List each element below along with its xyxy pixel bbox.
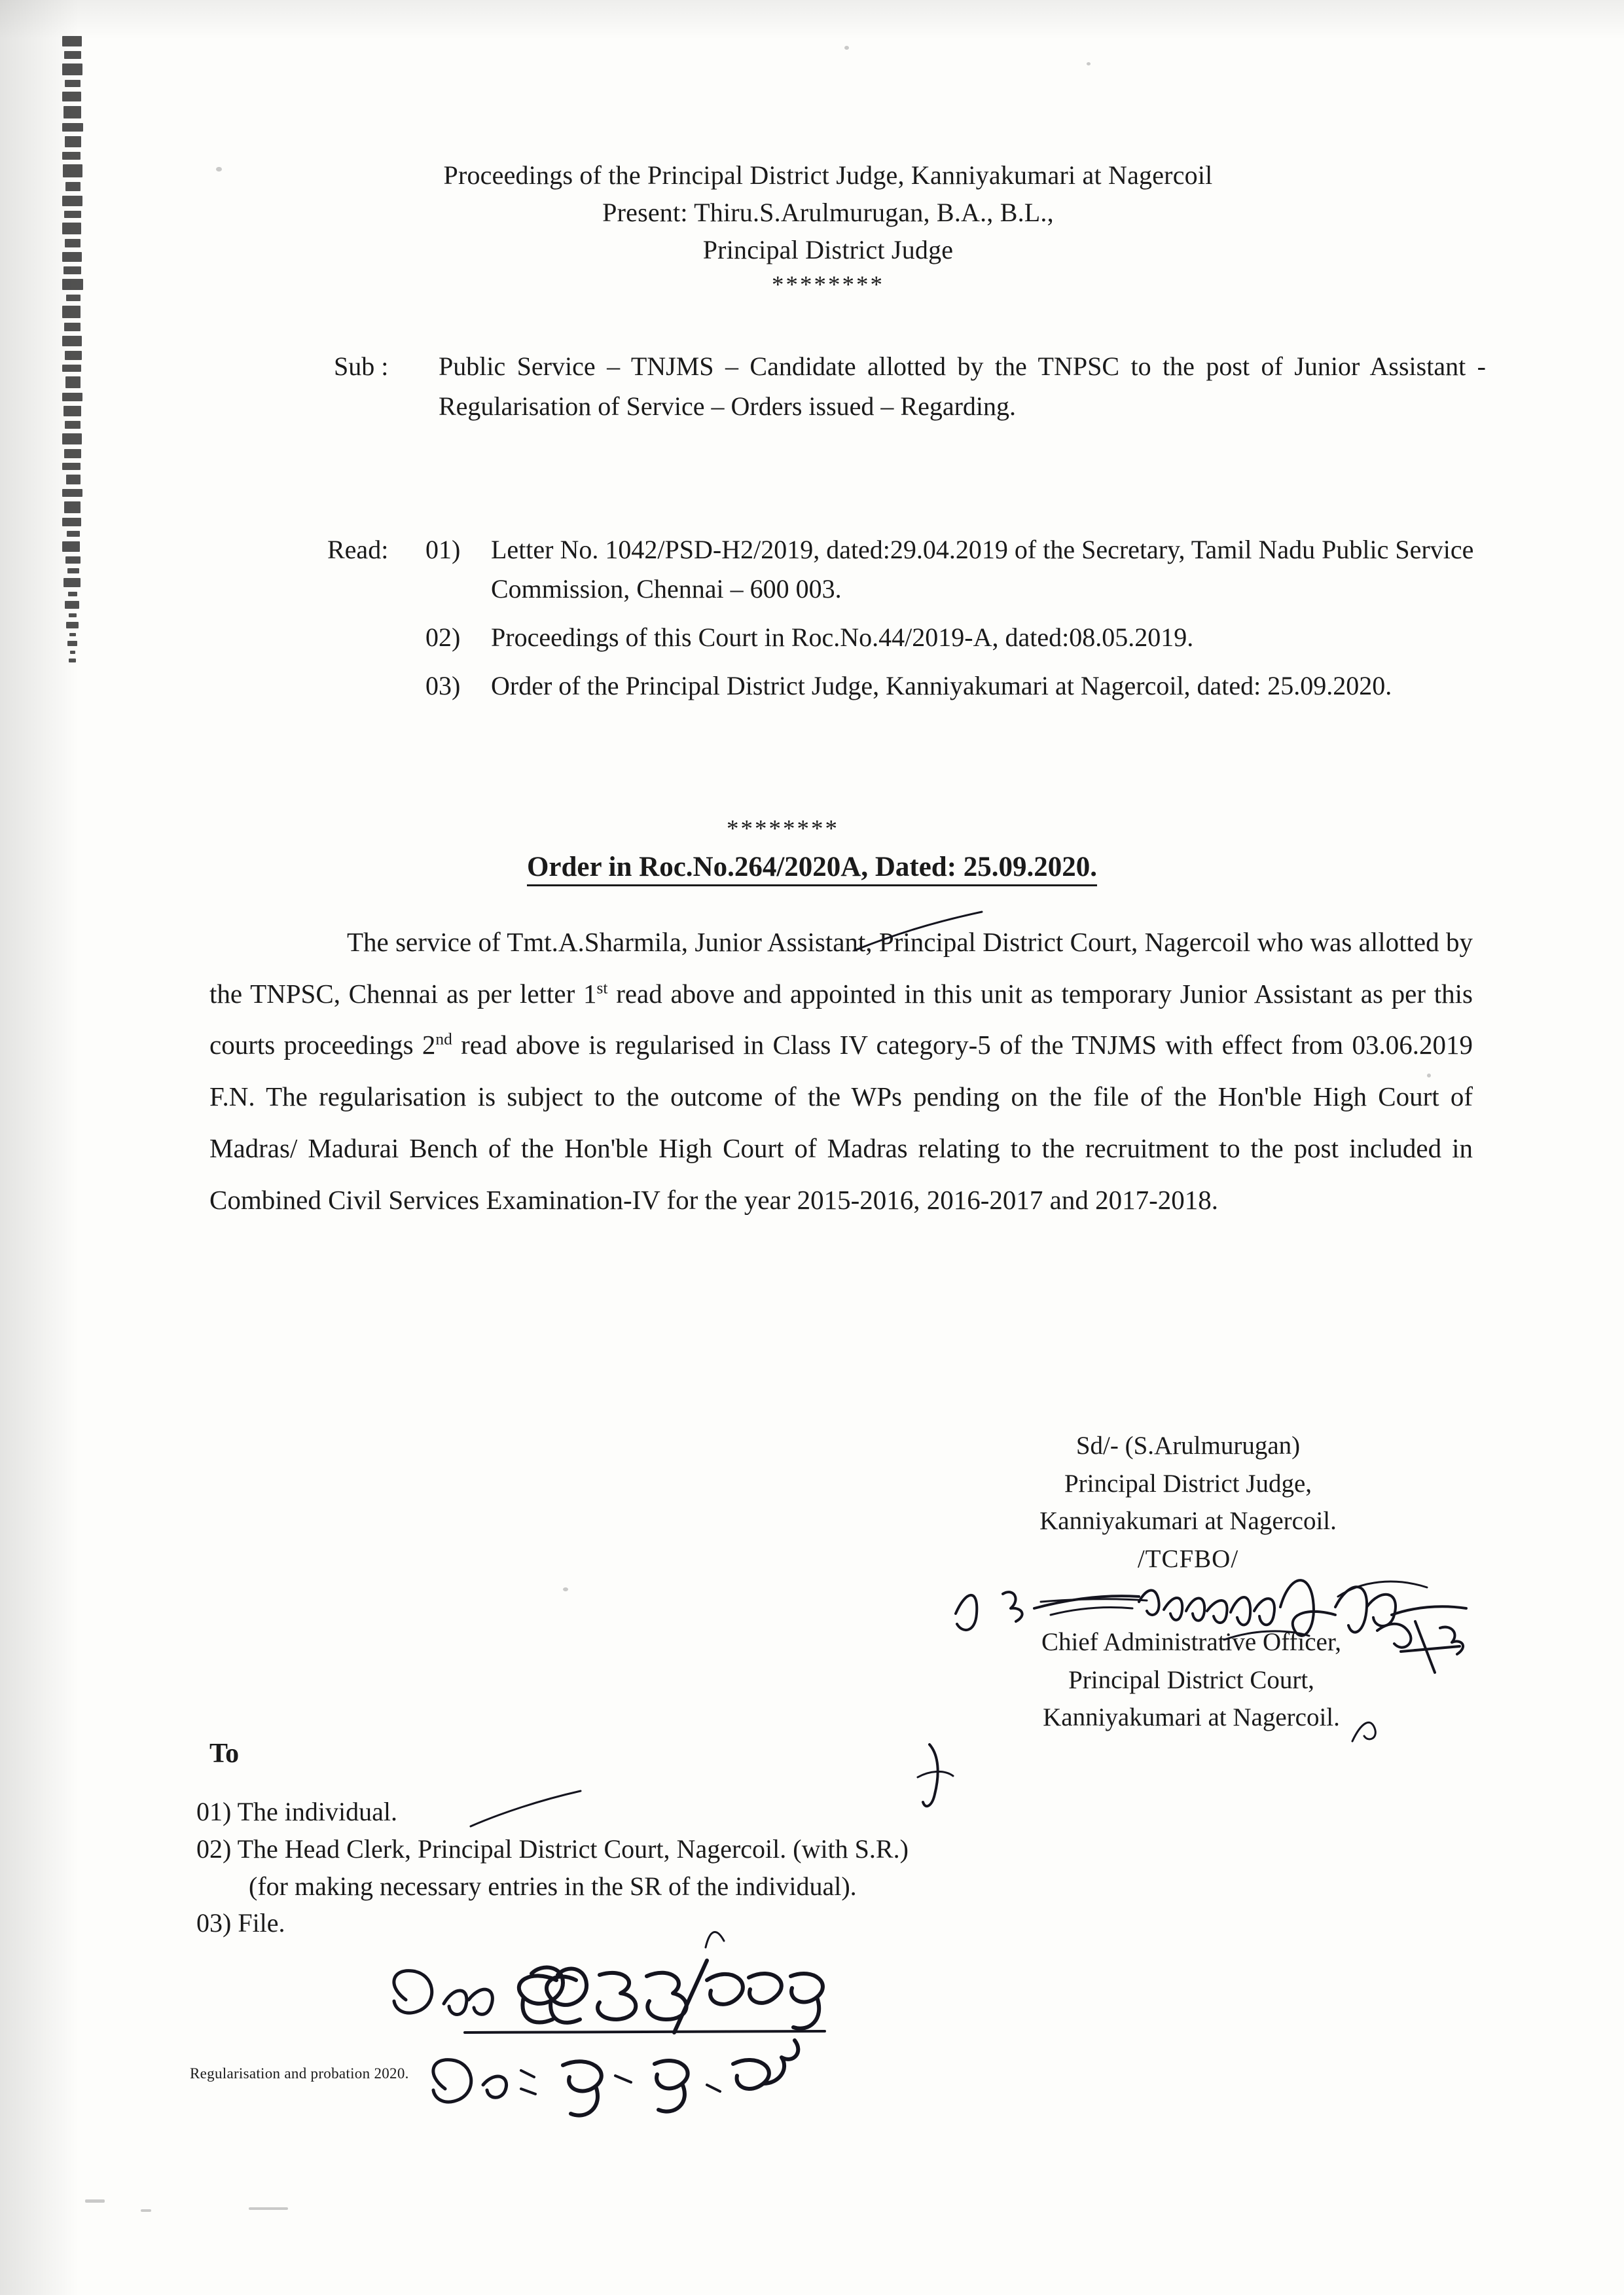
footer-reference-note: Regularisation and probation 2020. [190,2065,409,2082]
signature-place: Kanniyakumari at Nagercoil. [1039,1507,1337,1536]
section-separator: ******** [727,816,839,842]
cao-place: Kanniyakumari at Nagercoil. [1043,1703,1340,1732]
read-label: Read: [327,535,389,564]
signature-tcfbo: /TCFBO/ [1137,1545,1239,1574]
body-superscript-2: nd [435,1030,452,1049]
to-item: 02) The Head Clerk, Principal District Court, Nagercoil. (with S.R.) [196,1834,909,1864]
read-item [425,666,1499,706]
read-item [425,618,1499,657]
read-item-text: Proceedings of this Court in Roc.No.44/2019-A, dated:08.05.2019. [491,623,1194,652]
scan-speck [844,46,849,50]
read-block [327,530,1499,715]
body-part-3: read above is regularised in Class IV category-5 of the TNJMS with effect from 03.06.2019 F.N. The regularisation is subject to the outcome of the WPs pending on the file of the Hon'ble High Court of Madras/ Madurai Bench of the Hon'ble High Court of Madras relating to the recruitment to the post included in Combined Civil Services Examination-IV for the year 2015-2016, 2016-2017 and 2017-2018. [209,1030,1473,1215]
signature-designation: Principal District Judge, [1064,1469,1312,1498]
header-line-present: Present: Thiru.S.Arulmurugan, B.A., B.L., [602,197,1054,227]
header-line-proceedings: Proceedings of the Principal District Judge, Kanniyakumari at Nagercoil [443,160,1213,190]
body-part-2: read above and appointed in this unit as temporary Junior Assistant as per this courts proceedings 2 [209,978,1473,1060]
signature-sd-line: Sd/- (S.Arulmurugan) [1075,1432,1301,1460]
signature-block-cao [897,1623,1486,1737]
body-part-1: The service of Tmt.A.Sharmila, Junior Assistant, Principal District Court, Nagercoil who was allotted by the TNPSC, Chennai as per letter 1 [209,927,1473,1009]
body-superscript-1: st [596,979,608,998]
to-item-subnote: (for making necessary entries in the SR of the individual). [249,1871,857,1901]
signature-block-judge [910,1427,1466,1578]
order-body-paragraph [209,916,1473,1225]
scan-speck [1427,1074,1431,1077]
to-list [196,1794,1375,1942]
cao-designation: Chief Administrative Officer, [1041,1628,1342,1656]
read-item-number: 02) [425,623,461,652]
to-label: To [209,1739,240,1769]
cao-court: Principal District Court, [1068,1665,1314,1694]
scan-speck [216,167,222,172]
read-item-number: 03) [425,671,461,700]
read-item [425,530,1499,609]
subject-label: Sub : [334,352,389,381]
read-item-text: Order of the Principal District Judge, Kanniyakumari at Nagercoil, dated: 25.09.2020. [491,671,1392,700]
header-line-designation: Principal District Judge [702,234,954,264]
header-separator: ******** [772,272,884,299]
to-item: 03) File. [196,1908,285,1938]
scan-speck [249,2207,288,2210]
subject-text: Public Service – TNJMS – Candidate allotted by the TNPSC to the post of Junior Assistant - Regularisation of Service – Orders issued – Regarding. [439,352,1486,421]
scan-speck [85,2199,105,2203]
read-item-text: Letter No. 1042/PSD-H2/2019, dated:29.04.2019 of the Secretary, Tamil Nadu Public Service Commission, Chennai – 600 003. [491,535,1474,604]
subject-block [334,347,1486,427]
order-title [0,851,1624,883]
handwritten-bottom-note [367,1954,1021,2150]
document-header [196,157,1460,303]
read-item-number: 01) [425,535,461,564]
to-item: 01) The individual. [196,1797,397,1826]
order-title-text: Order in Roc.No.264/2020A, Dated: 25.09.2020. [527,852,1097,886]
scan-speck [141,2209,151,2212]
scan-speck [563,1587,568,1591]
scan-speck [1087,62,1091,65]
